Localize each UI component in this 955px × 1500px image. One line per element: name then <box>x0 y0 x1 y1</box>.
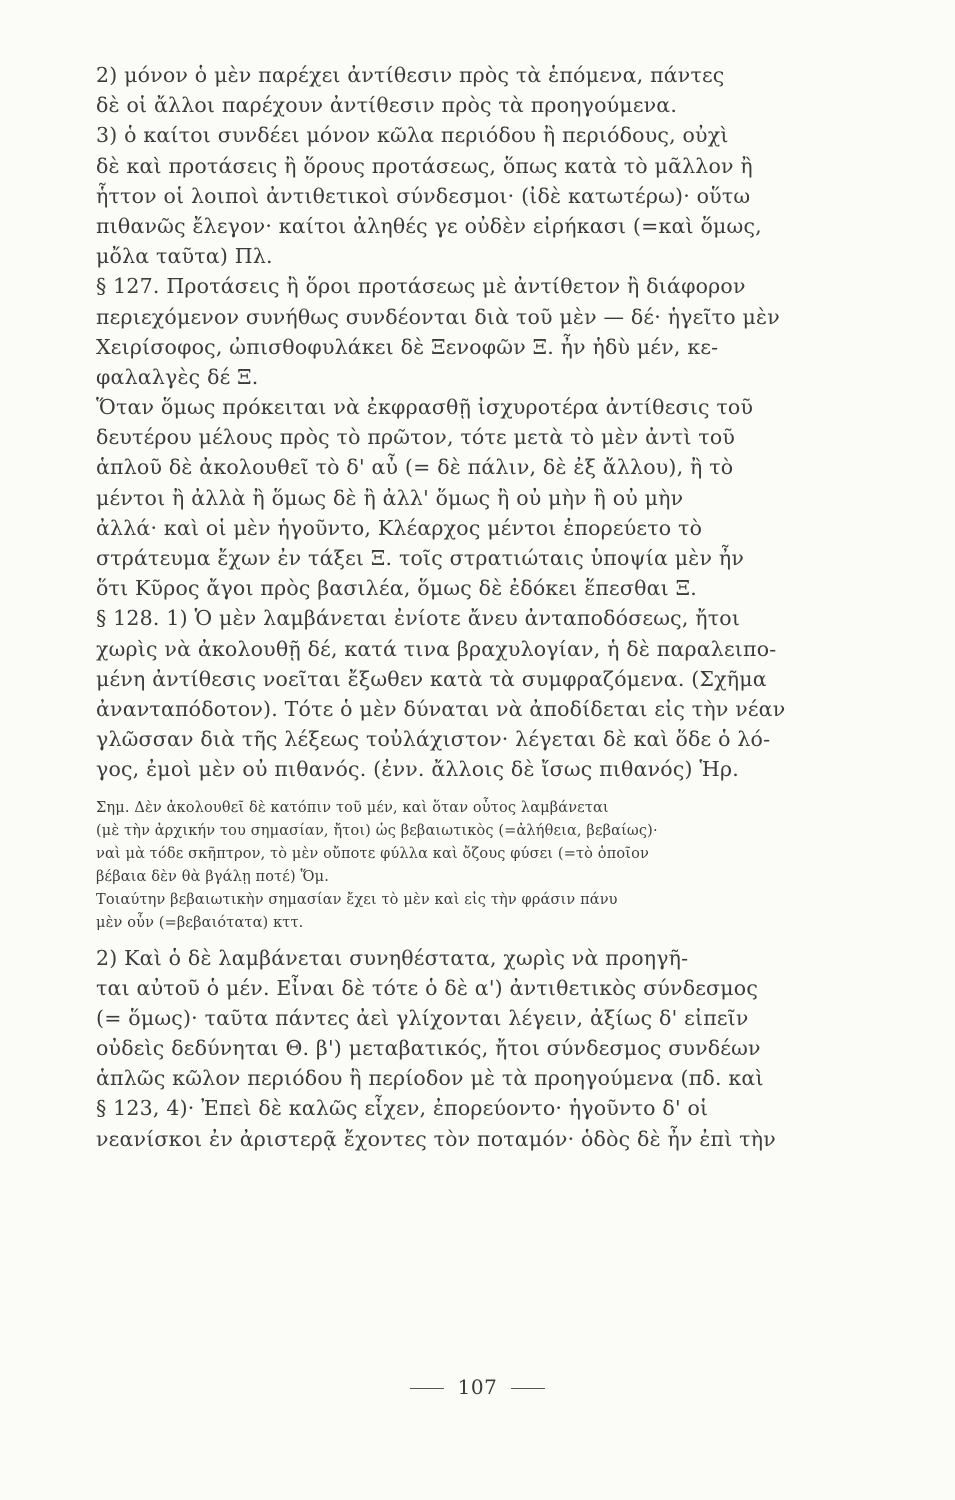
footnote-text <box>96 797 858 935</box>
text-line: ἧττον οἱ λοιποὶ ἀντιθετικοὶ σύνδεσμοι· (ἰδὲ κατωτέρω)· οὕτω <box>96 183 751 208</box>
text-line: § 128. 1) Ὁ μὲν λαμβάνεται ἐνίοτε ἄνευ ἀνταποδόσεως, ἤτοι <box>96 606 741 631</box>
text-line: οὐδεὶς δεδύνηται Θ. β') μεταβατικός, ἤτοι σύνδεσμος συνδέων <box>96 1036 761 1061</box>
text-line: δὲ οἱ ἄλλοι παρέχουν ἀντίθεσιν πρὸς τὰ προηγούμενα. <box>96 93 678 118</box>
note-line: Σημ. Δὲν ἀκολουθεῖ δὲ κατόπιν τοῦ μέν, καὶ ὅταν οὗτος λαμβάνεται <box>96 799 609 816</box>
note-line: μὲν οὖν (=βεβαιότατα) κττ. <box>96 914 304 931</box>
text-line: (= ὅμως)· ταῦτα πάντες ἀεὶ γλίχονται λέγειν, ἀξίως δ' εἰπεῖν <box>96 1005 749 1030</box>
text-line: πιθανῶς ἔλεγον· καίτοι ἀληθές γε οὐδὲν εἰρήκασι (=καὶ ὅμως, <box>96 213 762 238</box>
note-line: βέβαια δὲν θὰ βγάλῃ ποτέ) Ὅμ. <box>96 868 329 885</box>
text-line: ἁπλοῦ δὲ ἀκολουθεῖ τὸ δ' αὖ (= δὲ πάλιν, δὲ ἐξ ἄλλου), ἢ τὸ <box>96 455 734 480</box>
text-line: ται αὐτοῦ ὁ μέν. Εἶναι δὲ τότε ὁ δὲ α') ἀντιθετικὸς σύνδεσμος <box>96 975 758 1000</box>
text-line: γος, ἐμοὶ μὲν οὐ πιθανός. (ἐνν. ἄλλοις δὲ ἴσως πιθανός) Ἡρ. <box>96 757 739 782</box>
text-line: 3) ὁ καίτοι συνδέει μόνον κῶλα περιόδου ἢ περιόδους, οὐχὶ <box>96 123 729 148</box>
text-line: ἀλλά· καὶ οἱ μὲν ἡγοῦντο, Κλέαρχος μέντοι ἐπορεύετο τὸ <box>96 515 703 540</box>
text-line: ἁπλῶς κῶλον περιόδου ἢ περίοδον μὲ τὰ προηγούμενα (πδ. καὶ <box>96 1066 764 1091</box>
page-number: 107 <box>457 1375 498 1399</box>
text-line: Χειρίσοφος, ὠπισθοφυλάκει δὲ Ξενοφῶν Ξ. ἦν ἡδὺ μέν, κε- <box>96 334 719 359</box>
text-line: 2) Καὶ ὁ δὲ λαμβάνεται συνηθέστατα, χωρὶς νὰ προηγῆ- <box>96 945 689 970</box>
text-line: δευτέρου μέλους πρὸς τὸ πρῶτον, τότε μετὰ τὸ μὲν ἀντὶ τοῦ <box>96 425 736 450</box>
note-line: (μὲ τὴν ἀρχικήν του σημασίαν, ἤτοι) ὡς βεβαιωτικὸς (=ἀλήθεια, βεβαίως)· <box>96 822 658 839</box>
text-line: § 127. Προτάσεις ἢ ὅροι προτάσεως μὲ ἀντίθετον ἢ διάφορον <box>96 274 746 299</box>
text-line: γλῶσσαν διὰ τῆς λέξεως τοὐλάχιστον· λέγεται δὲ καὶ ὅδε ὁ λό- <box>96 727 771 752</box>
page-footer <box>0 1375 955 1399</box>
text-line: δὲ καὶ προτάσεις ἢ ὅρους προτάσεως, ὅπως κατὰ τὸ μᾶλλον ἢ <box>96 153 753 178</box>
footer-dash-left <box>410 1388 444 1389</box>
text-line: στράτευμα ἔχων ἐν τάξει Ξ. τοῖς στρατιώταις ὑποψία μὲν ἦν <box>96 546 745 570</box>
note-line: ναὶ μὰ τόδε σκῆπτρον, τὸ μὲν οὔποτε φύλλα καὶ ὄζους φύσει (=τὸ ὁποῖον <box>96 845 649 862</box>
text-line: περιεχόμενον συνήθως συνδέονται διὰ τοῦ μὲν — δέ· ἡγεῖτο μὲν <box>96 304 780 329</box>
text-line: § 123, 4)· Ἐπεὶ δὲ καλῶς εἶχεν, ἐπορεύοντο· ἡγοῦντο δ' οἱ <box>96 1096 709 1121</box>
note-line: Τοιαύτην βεβαιωτικὴν σημασίαν ἔχει τὸ μὲν καὶ εἰς τὴν φράσιν πάνυ <box>96 891 618 908</box>
text-line: νεανίσκοι ἐν ἀριστερᾷ ἔχοντες τὸν ποταμόν· ὁδὸς δὲ ἦν ἐπὶ τὴν <box>96 1126 776 1151</box>
spacer <box>96 935 858 943</box>
text-line: μένη ἀντίθεσις νοεῖται ἔξωθεν κατὰ τὰ συμφραζόμενα. (Σχῆμα <box>96 666 767 691</box>
page-text <box>96 60 858 1154</box>
text-line: μὄλα ταῦτα) Πλ. <box>96 244 273 269</box>
footer-dash-right <box>511 1388 545 1389</box>
text-line: μέντοι ἢ ἀλλὰ ἢ ὅμως δὲ ἢ ἀλλ' ὅμως ἢ οὐ μὴν ἢ οὐ μὴν <box>96 485 684 510</box>
text-line: Ὅταν ὅμως πρόκειται νὰ ἐκφρασθῇ ἰσχυροτέρα ἀντίθεσις τοῦ <box>96 395 754 420</box>
text-line: ὅτι Κῦρος ἄγοι πρὸς βασιλέα, ὅμως δὲ ἐδόκει ἕπεσθαι Ξ. <box>96 576 697 601</box>
text-line: χωρὶς νὰ ἀκολουθῇ δέ, κατά τινα βραχυλογίαν, ἡ δὲ παραλειπο- <box>96 636 777 661</box>
text-line: φαλαλγὲς δέ Ξ. <box>96 364 259 389</box>
spacer <box>96 785 858 797</box>
continued-text <box>96 943 858 1154</box>
text-line: ἀνανταπόδοτον). Τότε ὁ μὲν δύναται νὰ ἀποδίδεται εἰς τὴν νέαν <box>96 696 786 721</box>
body-text <box>96 60 858 785</box>
text-line: 2) μόνον ὁ μὲν παρέχει ἀντίθεσιν πρὸς τὰ ἑπόμενα, πάντες <box>96 63 725 87</box>
